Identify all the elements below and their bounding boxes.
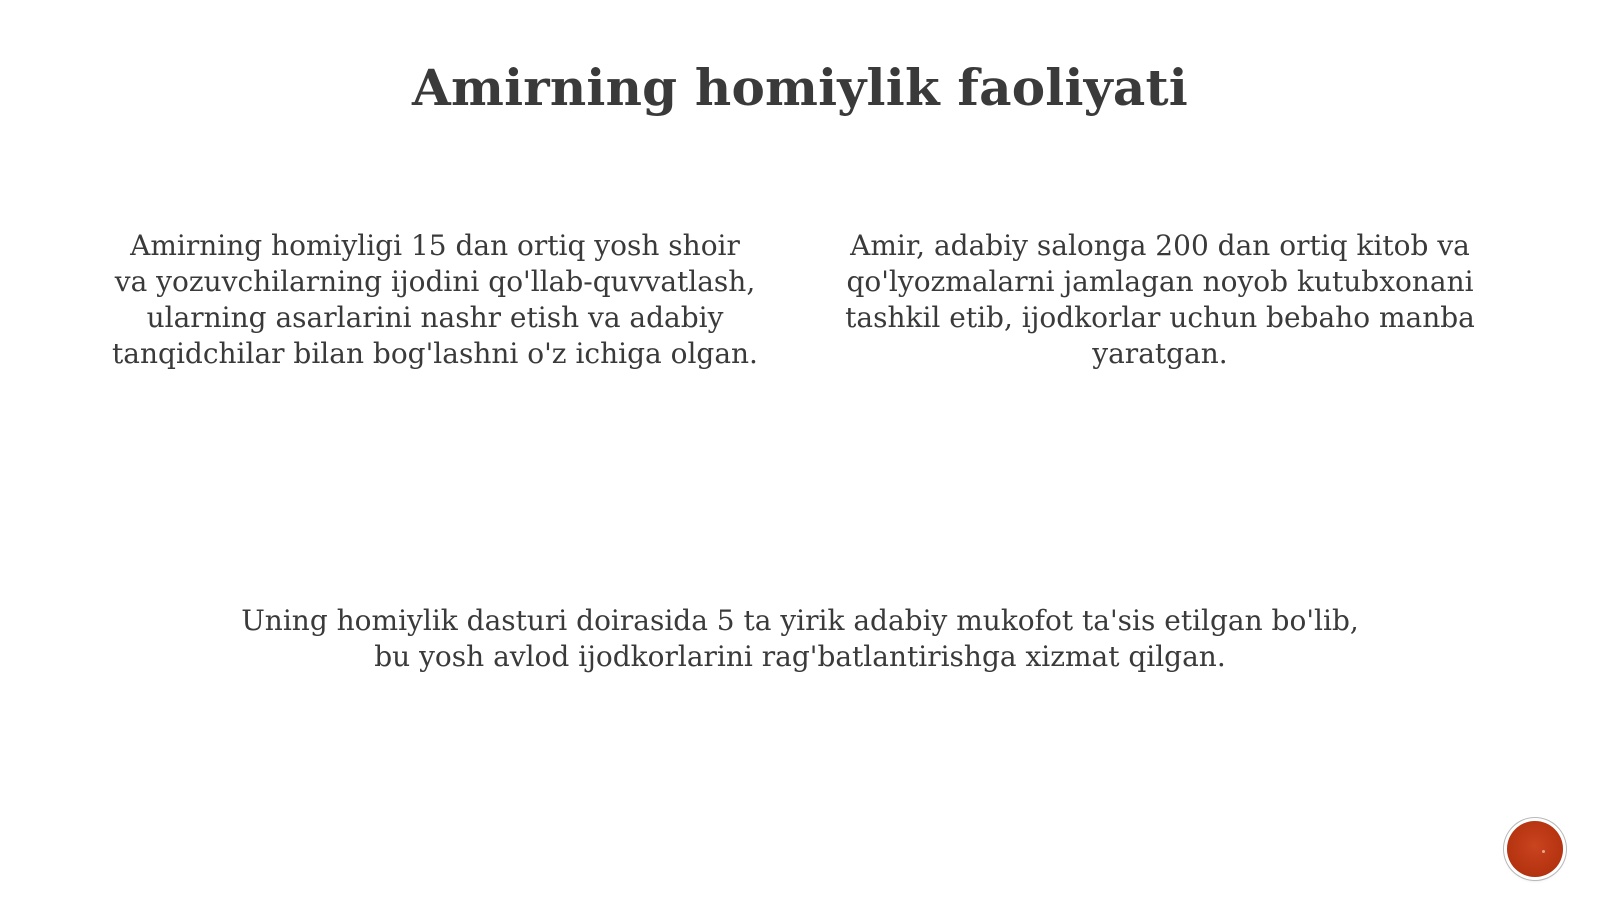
slide-nav-button[interactable] — [1507, 821, 1563, 877]
bottom-text-block: Uning homiylik dasturi doirasida 5 ta yirik adabiy mukofot ta'sis etilgan bo'lib, bu yosh avlod ijodkorlarini rag'batlantirishga xizmat qilgan. — [241, 604, 1359, 673]
left-text-block: Amirning homiyligi 15 dan ortiq yosh shoir va yozuvchilarning ijodini qo'llab-quvvatlash, ularning asarlarini nashr etish va adabiy tanqidchilar bilan bog'lashni o'z ichiga olgan. — [112, 229, 758, 370]
circle-nav-icon — [1542, 850, 1545, 853]
right-text-block: Amir, adabiy salonga 200 dan ortiq kitob va qo'lyozmalarni jamlagan noyob kutubxonani tashkil etib, ijodkorlar uchun bebaho manba yaratgan. — [845, 229, 1475, 370]
slide-title: Amirning homiylik faoliyati — [412, 58, 1188, 117]
